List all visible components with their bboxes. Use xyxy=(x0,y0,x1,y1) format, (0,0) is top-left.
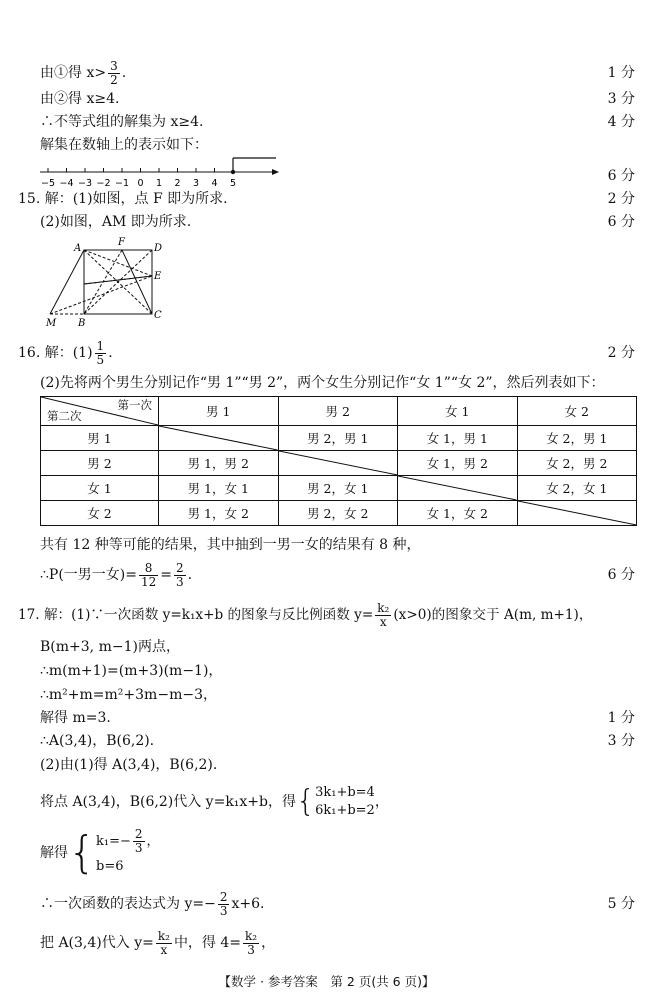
table-cell: 女 1，男 1 xyxy=(398,426,518,451)
table-row xyxy=(41,451,637,476)
q16-probability: ∴P(一男一女)= $\frac{8}{12}$ = $\frac{2}{3}$ . xyxy=(40,560,193,589)
fraction: $\frac{\text{k₂}}{x}$ xyxy=(377,601,390,629)
line-x-ge-4: 由②得 x≥4. xyxy=(40,91,120,107)
fraction: $\frac{3}{2}$ xyxy=(110,58,118,87)
table-corner: 第一次 第二次 xyxy=(41,397,159,426)
fraction: $\frac{2}{3}$ xyxy=(219,889,228,918)
fraction: $\frac{\text{k₂}}{3}$ xyxy=(245,928,258,957)
fraction: $\frac{2}{3}$ xyxy=(176,560,184,589)
q17-line-b: B(m+3, m−1)两点， xyxy=(40,639,180,655)
score: 6 分 xyxy=(607,567,635,583)
fraction: $\frac{2}{3}$ xyxy=(134,826,143,855)
score: 5 分 xyxy=(607,896,635,912)
score: 2 分 xyxy=(607,345,635,361)
score: 3 分 xyxy=(607,733,635,749)
tick-label: −3 xyxy=(77,178,93,189)
q17-line-i: 解得{ k₁=− $\frac{2}{3}$ ， b=6 xyxy=(40,826,160,878)
number-line-figure xyxy=(36,155,281,189)
score: 1 分 xyxy=(607,65,635,81)
table-cell: 男 1，女 2 xyxy=(159,501,279,526)
point-label: A xyxy=(74,243,82,254)
fraction: $\frac{8}{12}$ xyxy=(140,560,157,589)
score: 2 分 xyxy=(607,191,635,207)
geometry-figure xyxy=(40,234,180,330)
table-cell: 女 2，男 1 xyxy=(517,426,637,451)
score: 6 分 xyxy=(607,168,635,184)
number-line-intro: 解集在数轴上的表示如下： xyxy=(40,137,208,153)
table-row xyxy=(41,501,637,526)
table-cell: 女 1，男 2 xyxy=(398,451,518,476)
q17-line-c: ∴m(m+1)=(m+3)(m−1)， xyxy=(40,663,223,679)
q17-line-f: ∴A(3,4)，B(6,2). xyxy=(40,733,155,749)
q17-line-g: (2)由(1)得 A(3,4)，B(6,2). xyxy=(40,757,218,773)
score: 3 分 xyxy=(607,91,635,107)
q17-line-k: 把 A(3,4)代入 y= $\frac{\text{k₂}}{x}$ 中，得 4= $\frac{\text{k₂}}{3}$ ， xyxy=(40,928,276,957)
table-header: 女 2 xyxy=(517,397,637,426)
q17-line-d: ∴m²+m=m²+3m−m−3， xyxy=(40,687,217,703)
solution-set-line: ∴不等式组的解集为 x≥4. xyxy=(40,114,204,130)
point-label: D xyxy=(154,243,163,254)
table-row xyxy=(41,476,637,501)
score: 6 分 xyxy=(607,214,635,230)
table-cell: 男 2，男 1 xyxy=(278,426,398,451)
point-label: F xyxy=(118,237,125,248)
table-row xyxy=(41,397,637,426)
tick-label: 4 xyxy=(211,178,218,189)
fraction: $\frac{\text{k₂}}{x}$ xyxy=(157,928,170,957)
table-header: 男 2 xyxy=(278,397,398,426)
table-cell: 男 1，男 2 xyxy=(159,451,279,476)
score: 4 分 xyxy=(607,114,635,130)
q16-part2: (2)先将两个男生分别记作“男 1”“男 2”，两个女生分别记作“女 1”“女 2”，然后列表如下： xyxy=(40,375,605,391)
tick-label: −2 xyxy=(96,178,111,189)
row-label: 女 1 xyxy=(41,476,159,501)
point-label: E xyxy=(154,271,162,282)
score: 1 分 xyxy=(607,710,635,726)
table-cell-diagonal xyxy=(159,426,279,451)
table-cell: 男 2，女 1 xyxy=(278,476,398,501)
tick-label: −5 xyxy=(40,178,56,189)
q16-part1: 16. 解：(1) $\frac{1}{5}$ . xyxy=(18,338,113,367)
q17-part1: 17. 解：(1)∵一次函数 y=k₁x+b 的图象与反比例函数 y= $\frac{\text{k₂}}{x}$ (x>0)的图象交于 A(m, m+1)， xyxy=(18,601,593,629)
point-label: B xyxy=(78,318,86,329)
tick-label: −1 xyxy=(114,178,130,189)
tick-label: −4 xyxy=(59,178,74,189)
q17-line-h: 将点 A(3,4)，B(6,2)代入 y=k₁x+b，得{ 3k₁+b=4 6k₁+b=2 ， xyxy=(40,784,389,819)
table-header: 男 1 xyxy=(159,397,279,426)
q17-line-e: 解得 m=3. xyxy=(40,710,111,726)
tick-label: 1 xyxy=(155,178,163,189)
table-cell: 男 1，女 1 xyxy=(159,476,279,501)
table-cell-diagonal xyxy=(398,476,518,501)
table-cell: 女 2，女 1 xyxy=(517,476,637,501)
table-cell: 女 2，男 2 xyxy=(517,451,637,476)
fraction: $\frac{1}{5}$ xyxy=(96,338,105,367)
table-cell: 女 1，女 2 xyxy=(398,501,518,526)
q15-part1: 15. 解：(1)如图，点 F 即为所求. xyxy=(18,191,228,207)
point-label: C xyxy=(154,310,162,321)
table-cell-diagonal xyxy=(517,501,637,526)
table-cell-diagonal xyxy=(278,451,398,476)
q17-line-j: ∴一次函数的表达式为 y=− $\frac{2}{3}$ x+6. xyxy=(40,889,265,918)
point-label: M xyxy=(46,318,57,329)
tick-label: 5 xyxy=(229,178,237,189)
table-header: 女 1 xyxy=(398,397,518,426)
q16-outcomes: 共有 12 种等可能的结果，其中抽到一男一女的结果有 8 种， xyxy=(40,537,421,553)
row-label: 男 1 xyxy=(41,426,159,451)
table-row xyxy=(41,426,637,451)
tick-label: 3 xyxy=(192,178,200,189)
page-footer: 【数学 · 参考答案 第 2 页(共 6 页)】 xyxy=(218,974,435,989)
tick-label: 2 xyxy=(174,178,181,189)
row-label: 男 2 xyxy=(41,451,159,476)
row-label: 女 2 xyxy=(41,501,159,526)
q15-part2: (2)如图，AM 即为所求. xyxy=(40,214,192,230)
outcome-table xyxy=(40,396,637,526)
tick-label: 0 xyxy=(137,178,144,189)
table-cell: 男 2，女 2 xyxy=(278,501,398,526)
line-x-gt-3-2: 由①得 x> $\frac{3}{2}$ . xyxy=(40,58,127,87)
